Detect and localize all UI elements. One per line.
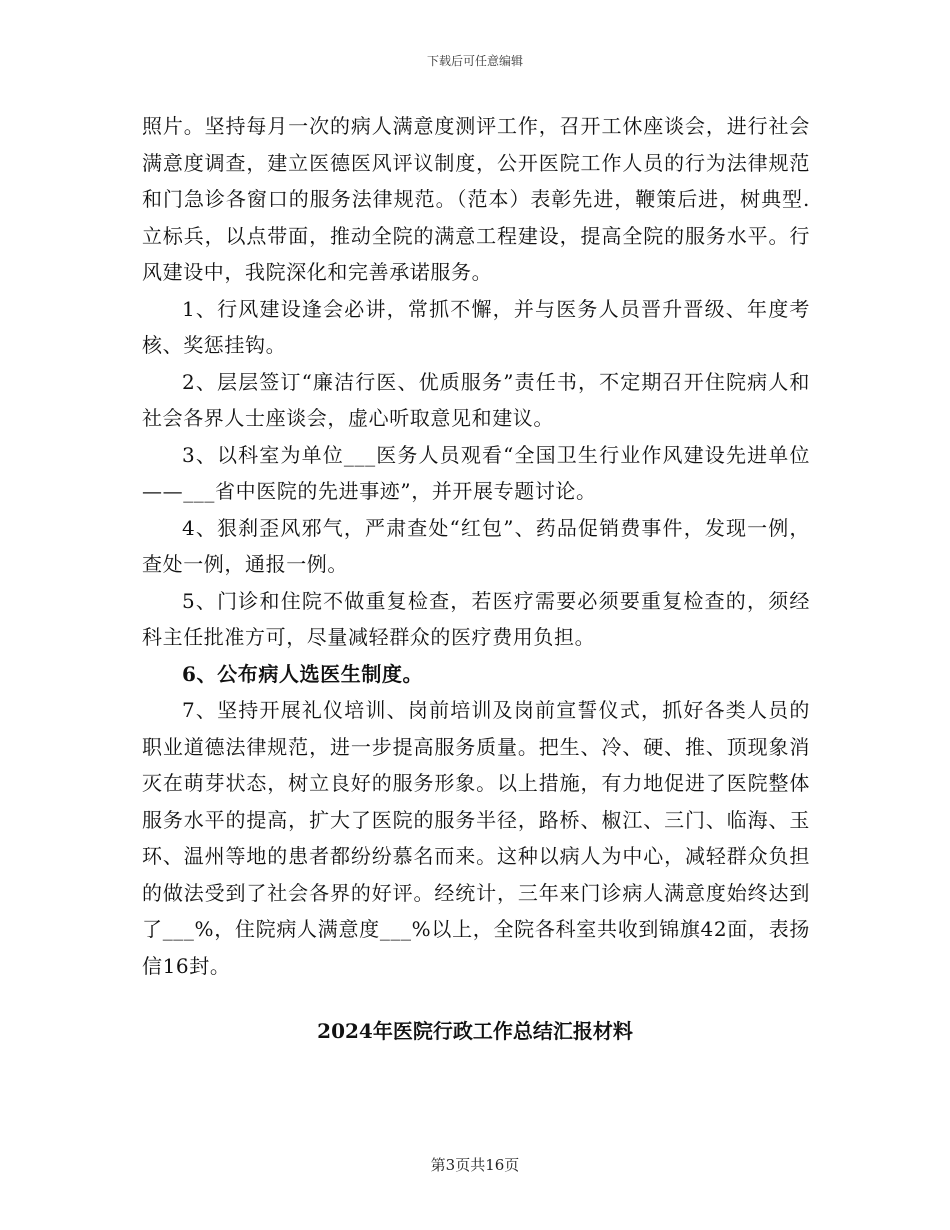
list-item-5: 5、门诊和住院不做重复检查，若医疗需要必须要重复检查的，须经科主任批准方可，尽量减轻群众的医疗费用负担。 [142, 588, 810, 649]
list-item-2: 2、层层签订“廉洁行医、优质服务”责任书，不定期召开住院病人和社会各界人士座谈会，虚心听取意见和建议。 [142, 369, 810, 430]
page-number-footer: 第3页共16页 [430, 1156, 520, 1174]
document-title: 2024年医院行政工作总结汇报材料 [317, 1019, 633, 1043]
list-item-7: 7、坚持开展礼仪培训、岗前培训及岗前宣誓仪式，抓好各类人员的职业道德法律规范，进一步提高服务质量。把生、冷、硬、推、顶现象消灭在萌芽状态，树立良好的服务形象。以上措施，有力地促进了医院整体服务水平的提高，扩大了医院的服务半径，路桥、椒江、三门、临海、玉环、温州等地的患者都纷纷慕名而来。这种以病人为中心，减轻群众负担的做法受到了社会各界的好评。经统计，三年来门诊病人满意度始终达到了___%，住院病人满意度___%以上，全院各科室共收到锦旗42面，表扬信16封。 [142, 698, 810, 978]
paragraph-intro: 照片。坚持每月一次的病人满意度测评工作，召开工休座谈会，进行社会满意度调查，建立医德医风评议制度，公开医院工作人员的行为法律规范和门急诊各窗口的服务法律规范。（范本）表彰先进，鞭策后进，树典型.立标兵，以点带面，推动全院的满意工程建设，提高全院的服务水平。行风建设中，我院深化和完善承诺服务。 [142, 114, 810, 284]
list-item-3: 3、以科室为单位___医务人员观看“全国卫生行业作风建设先进单位——___省中医院的先进事迹”，并开展专题讨论。 [142, 442, 810, 503]
list-item-6: 6、公布病人选医生制度。 [182, 661, 424, 686]
page-header-note: 下载后可任意编辑 [426, 54, 523, 68]
list-item-1: 1、行风建设逢会必讲，常抓不懈，并与医务人员晋升晋级、年度考核、奖惩挂钩。 [142, 296, 810, 357]
list-item-4: 4、狠刹歪风邪气，严肃查处“红包”、药品促销费事件，发现一例，查处一例，通报一例。 [142, 515, 810, 576]
document-body [142, 108, 810, 984]
